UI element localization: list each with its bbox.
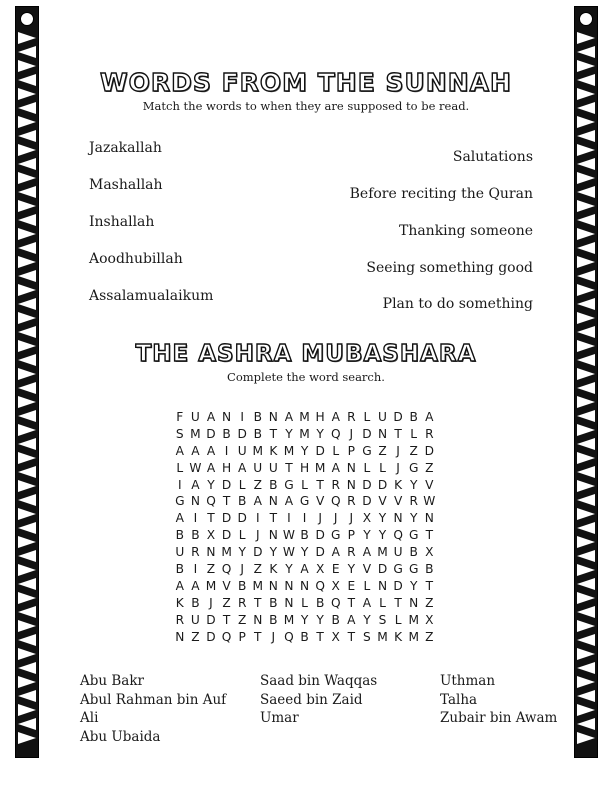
grid-letter: N [268,410,278,424]
grid-letter: R [237,595,247,610]
grid-letter: B [409,410,418,424]
grid-row [172,579,437,596]
grid-letter: R [347,545,356,560]
grid-letter: P [347,443,355,458]
grid-letter: T [222,494,231,509]
grid-letter: A [238,460,247,475]
grid-letter: G [408,528,419,543]
grid-letter: W [282,545,295,560]
grid-letter: B [409,545,418,560]
name-list-column-3 [440,672,557,728]
grid-row [172,545,437,562]
grid-letter: Q [221,629,232,644]
grid-letter: I [287,511,291,526]
grid-letter: Z [253,562,262,577]
grid-letter: D [362,494,372,509]
grid-letter: Z [409,443,418,458]
grid-letter: Y [316,612,324,627]
grid-letter: N [268,578,278,593]
list-item: Umar [260,710,299,727]
list-item: Abu Bakr [80,673,144,689]
grid-letter: B [237,578,247,593]
triangle-pattern-icon [16,31,38,753]
grid-letter: N [377,578,388,593]
grid-letter: W [282,528,295,543]
grid-letter: U [268,460,278,475]
grid-letter: I [193,562,198,577]
grid-letter: M [283,612,295,627]
match-word: Mashallah [89,177,163,193]
section-title-ashra: THE ASHRA MUBASHARA [135,341,477,367]
grid-letter: Y [347,562,356,577]
grid-letter: Q [315,578,325,593]
grid-letter: I [224,443,229,458]
grid-letter: T [222,612,231,627]
grid-letter: L [301,477,308,492]
grid-row [172,410,437,427]
grid-letter: V [393,494,403,509]
triangle-pattern-icon [575,31,597,753]
grid-letter: R [331,477,340,492]
section-subtitle-words: Match the words to when they are supposed to be read. [142,99,470,113]
grid-letter: Q [284,629,294,644]
match-word: Aoodhubillah [89,251,183,267]
grid-letter: D [362,477,372,492]
grid-letter: K [269,443,278,458]
list-item: Abul Rahman bin Auf [80,691,227,708]
list-item: Abu Ubaida [80,728,161,745]
grid-letter: Y [269,545,278,560]
grid-letter: R [175,612,185,627]
grid-letter: L [176,460,184,475]
grid-letter: B [331,612,340,627]
grid-letter: J [318,511,322,526]
grid-letter: R [347,494,356,509]
grid-letter: U [253,460,263,475]
grid-letter: B [237,494,247,509]
grid-letter: T [425,578,434,593]
grid-letter: H [221,460,232,475]
grid-letter: N [268,528,278,543]
grid-letter: L [332,443,340,458]
list-item: Ali [80,710,99,727]
grid-letter: B [175,528,184,543]
grid-letter: L [363,410,371,424]
grid-letter: Y [363,528,371,543]
grid-letter: L [379,595,386,610]
grid-letter: Y [409,578,418,593]
grid-letter: E [347,578,356,593]
grid-letter: Q [330,426,341,441]
grid-letter: Q [393,528,403,543]
grid-letter: X [425,612,434,627]
grid-letter: I [255,511,260,526]
grid-letter: M [408,612,419,627]
grid-letter: J [349,426,354,441]
grid-letter: T [254,629,262,644]
grid-row [172,444,437,461]
grid-row [172,478,437,495]
grid-letter: J [349,511,354,526]
grid-row [172,630,437,647]
grid-letter: R [409,494,418,509]
grid-letter: A [300,562,309,577]
grid-letter: A [331,545,340,560]
grid-letter: A [191,477,200,492]
grid-letter: T [285,460,293,475]
grid-letter: K [175,595,184,610]
grid-row [172,613,437,630]
grid-letter: N [268,494,278,509]
grid-letter: Z [425,595,434,610]
grid-letter: Z [425,629,434,644]
grid-letter: I [240,410,244,424]
grid-letter: J [240,562,244,577]
grid-row [172,511,437,528]
grid-letter: W [189,460,202,475]
grid-row [172,461,437,478]
grid-letter: Y [285,426,293,441]
grid-letter: B [191,528,200,543]
grid-letter: A [253,494,262,509]
grid-letter: M [408,629,419,644]
grid-letter: T [269,426,278,441]
grid-letter: K [269,562,278,577]
grid-letter: U [237,443,247,458]
grid-letter: G [331,528,341,543]
grid-letter: Y [363,612,371,627]
grid-letter: M [221,545,232,560]
grid-letter: A [191,578,200,593]
grid-letter: Q [330,494,341,509]
grid-letter: Y [409,477,418,492]
grid-letter: D [206,426,216,441]
grid-letter: B [300,629,309,644]
grid-letter: Y [207,477,215,492]
grid-letter: D [237,426,247,441]
grid-letter: X [331,578,340,593]
grid-letter: J [271,629,276,644]
match-occasion: Salutations [452,149,533,165]
grid-letter: X [206,528,216,543]
grid-letter: N [284,595,294,610]
grid-letter: Q [330,595,341,610]
grid-letter: B [315,595,325,610]
grid-letter: D [206,612,216,627]
grid-letter: E [331,562,340,577]
grid-letter: D [221,511,232,526]
grid-letter: A [347,612,356,627]
grid-letter: J [255,528,260,543]
grid-letter: N [222,410,232,424]
match-word: Assalamualaikum [89,288,214,304]
grid-letter: M [252,443,264,458]
grid-letter: U [378,410,387,424]
grid-letter: L [238,477,246,492]
grid-letter: Z [237,612,247,627]
grid-letter: L [238,528,246,543]
match-word: Jazakallah [89,140,162,156]
grid-letter: T [425,528,434,543]
grid-letter: V [362,562,372,577]
match-occasion: Plan to do something [382,296,533,312]
grid-letter: P [347,528,355,543]
grid-letter: B [425,562,434,577]
grid-letter: Y [378,511,387,526]
grid-row [172,494,437,511]
grid-letter: D [393,578,403,593]
grid-letter: D [221,477,232,492]
grid-letter: L [379,460,386,475]
grid-letter: G [175,494,185,509]
name-list-column-1 [80,672,226,746]
grid-letter: A [425,410,434,424]
grid-letter: J [396,460,400,475]
grid-letter: Q [221,562,232,577]
grid-letter: D [221,528,232,543]
grid-letter: G [284,477,294,492]
grid-letter: P [238,629,246,644]
grid-letter: H [299,460,310,475]
grid-letter: B [269,595,278,610]
grid-letter: L [394,612,402,627]
grid-letter: G [299,494,310,509]
grid-letter: B [269,477,278,492]
grid-letter: A [206,410,216,424]
grid-row [172,562,437,579]
grid-letter: A [206,460,216,475]
grid-letter: D [424,443,434,458]
grid-letter: A [175,443,184,458]
border-circle-icon [579,12,593,26]
grid-letter: A [331,460,340,475]
grid-letter: A [362,545,372,560]
grid-letter: Y [300,612,309,627]
grid-letter: D [315,443,325,458]
section-subtitle-ashra: Complete the word search. [227,370,385,384]
grid-letter: S [363,629,371,644]
grid-letter: T [394,595,402,610]
grid-letter: S [175,426,184,441]
grid-letter: R [425,426,434,441]
grid-row [172,528,437,545]
grid-letter: A [175,511,184,526]
grid-letter: U [190,410,200,424]
grid-letter: D [206,629,216,644]
grid-letter: U [175,545,185,560]
grid-letter: N [424,511,434,526]
grid-letter: G [393,562,403,577]
grid-letter: B [253,410,262,424]
grid-letter: K [394,477,403,492]
grid-letter: I [177,477,182,492]
grid-letter: G [408,562,419,577]
grid-letter: A [191,443,200,458]
grid-letter: W [423,494,436,509]
grid-letter: Y [409,511,418,526]
grid-letter: T [316,629,324,644]
grid-letter: Y [316,426,324,441]
grid-letter: Z [425,460,434,475]
grid-letter: T [316,477,324,492]
grid-letter: V [222,578,231,593]
grid-row [172,427,437,444]
grid-letter: J [209,595,213,610]
match-occasion: Seeing something good [366,260,533,276]
grid-letter: I [193,511,198,526]
grid-letter: V [425,477,434,492]
grid-letter: Z [191,629,200,644]
list-item: Saeed bin Zaid [260,691,363,708]
grid-letter: N [253,612,263,627]
grid-letter: V [378,494,387,509]
grid-letter: A [331,410,340,424]
grid-letter: N [346,460,356,475]
grid-letter: U [393,545,403,560]
grid-letter: D [362,426,372,441]
grid-letter: G [408,460,419,475]
grid-row [172,596,437,613]
grid-letter: L [363,578,371,593]
grid-letter: S [378,612,387,627]
grid-letter: B [253,426,262,441]
grid-letter: J [333,511,338,526]
grid-letter: X [425,545,434,560]
list-item: Zubair bin Awam [440,710,558,727]
grid-letter: X [362,511,372,526]
grid-letter: T [269,511,278,526]
grid-letter: Y [285,562,293,577]
word-search-grid [172,410,437,646]
grid-letter: M [377,545,388,560]
grid-letter: T [254,595,262,610]
grid-letter: Z [222,595,231,610]
grid-letter: D [253,545,263,560]
grid-letter: M [377,629,388,644]
grid-letter: A [206,443,216,458]
grid-letter: Q [206,494,216,509]
grid-letter: D [377,562,388,577]
grid-letter: A [284,494,294,509]
grid-letter: T [207,511,215,526]
grid-letter: Z [253,477,262,492]
grid-letter: B [300,528,309,543]
grid-letter: F [176,410,184,424]
grid-letter: L [363,460,371,475]
grid-letter: D [315,545,325,560]
grid-letter: Z [378,443,387,458]
match-word: Inshallah [89,214,155,230]
list-item: Saad bin Waqqas [260,673,378,689]
grid-letter: N [299,578,310,593]
list-item: Uthman [440,673,496,689]
grid-letter: T [347,629,356,644]
grid-letter: D [393,410,403,424]
grid-letter: V [315,494,325,509]
grid-letter: X [331,629,340,644]
grid-letter: J [396,443,400,458]
name-list-column-2 [260,672,377,728]
grid-letter: N [346,477,356,492]
grid-letter: T [347,595,356,610]
grid-letter: I [302,511,307,526]
grid-letter: G [362,443,372,458]
list-item: Talha [440,691,478,708]
grid-letter: B [191,595,200,610]
grid-letter: L [301,595,308,610]
grid-letter: N [393,511,403,526]
grid-letter: N [284,578,294,593]
grid-letter: A [284,410,294,424]
grid-letter: M [314,460,326,475]
grid-letter: M [283,443,295,458]
grid-letter: M [252,578,264,593]
grid-letter: N [377,426,388,441]
grid-letter: Z [206,562,216,577]
grid-letter: N [206,545,216,560]
grid-letter: D [237,511,247,526]
grid-letter: D [377,477,388,492]
grid-letter: K [394,629,403,644]
grid-letter: M [299,426,310,441]
grid-letter: Y [300,443,309,458]
grid-letter: T [394,426,402,441]
grid-letter: B [269,612,278,627]
grid-letter: N [175,629,185,644]
grid-letter: R [347,410,356,424]
grid-letter: L [410,426,418,441]
grid-letter: M [299,410,310,424]
grid-letter: B [175,562,184,577]
section-title-words: WORDS FROM THE SUNNAH [100,68,512,97]
grid-letter: Y [378,528,387,543]
grid-letter: X [315,562,325,577]
grid-letter: A [175,578,184,593]
grid-letter: M [190,426,201,441]
border-circle-icon [20,12,34,26]
grid-letter: A [362,595,372,610]
grid-letter: N [190,494,200,509]
match-occasion: Before reciting the Quran [349,186,533,202]
grid-letter: M [205,578,217,593]
grid-letter: R [191,545,200,560]
grid-letter: Y [238,545,246,560]
grid-letter: U [190,612,200,627]
grid-letter: D [315,528,325,543]
grid-letter: B [222,426,231,441]
grid-letter: H [315,410,325,424]
grid-letter: N [409,595,419,610]
match-occasion: Thanking someone [398,223,533,239]
grid-letter: Y [300,545,309,560]
